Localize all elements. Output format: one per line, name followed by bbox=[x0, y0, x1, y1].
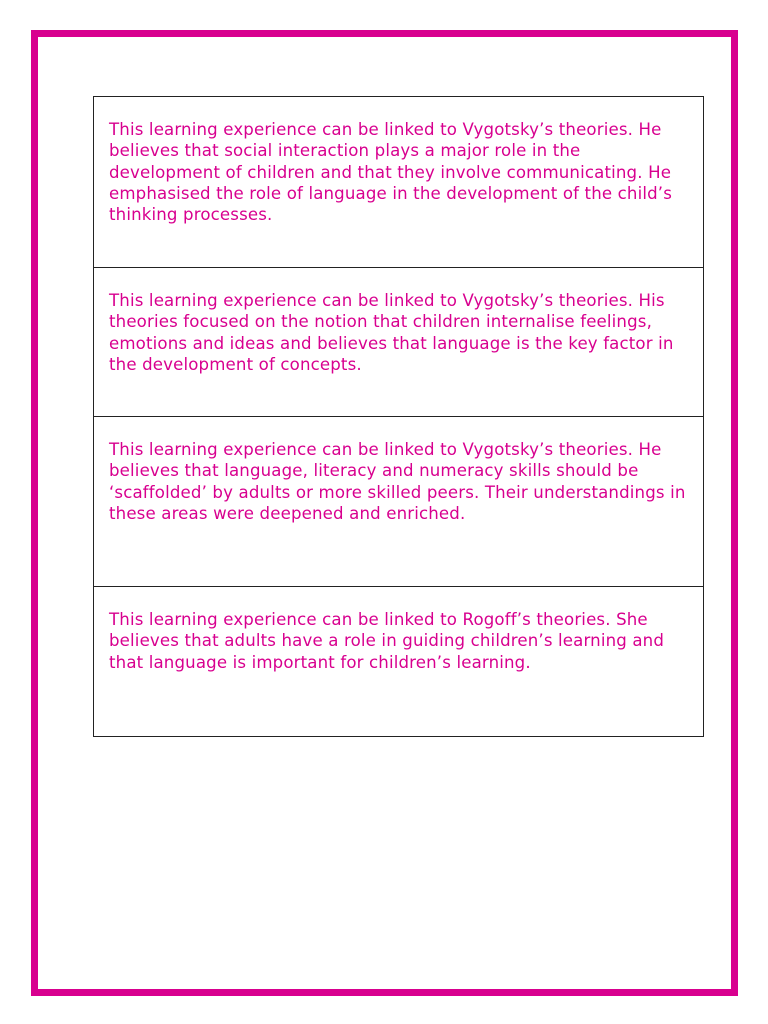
theory-card-text: This learning experience can be linked to Vygotsky’s theories. He believes that language, literacy and numeracy skills should be ‘scaffolded’ by adults or more skilled peers. Their understandings in these areas were deepened and enriched. bbox=[109, 440, 686, 523]
theory-card-rogoff bbox=[94, 587, 703, 737]
theory-card-vygotsky-scaffolding bbox=[94, 417, 703, 587]
theory-card-text: This learning experience can be linked to Rogoff’s theories. She believes that adults have a role in guiding children’s learning and that language is important for children’s learning. bbox=[109, 610, 665, 672]
theory-card-vygotsky-internalise bbox=[94, 268, 703, 417]
theory-card-text: This learning experience can be linked to Vygotsky’s theories. His theories focused on the notion that children internalise feelings, emotions and ideas and believes that language is the key factor in the development of concepts. bbox=[109, 291, 674, 374]
theory-card-vygotsky-social-interaction bbox=[94, 97, 703, 268]
theory-cards-table bbox=[93, 96, 704, 737]
theory-card-text: This learning experience can be linked to Vygotsky’s theories. He believes that social interaction plays a major role in the development of children and that they involve communicating. He emphasised the role of language in the development of the child’s thinking processes. bbox=[109, 120, 673, 225]
